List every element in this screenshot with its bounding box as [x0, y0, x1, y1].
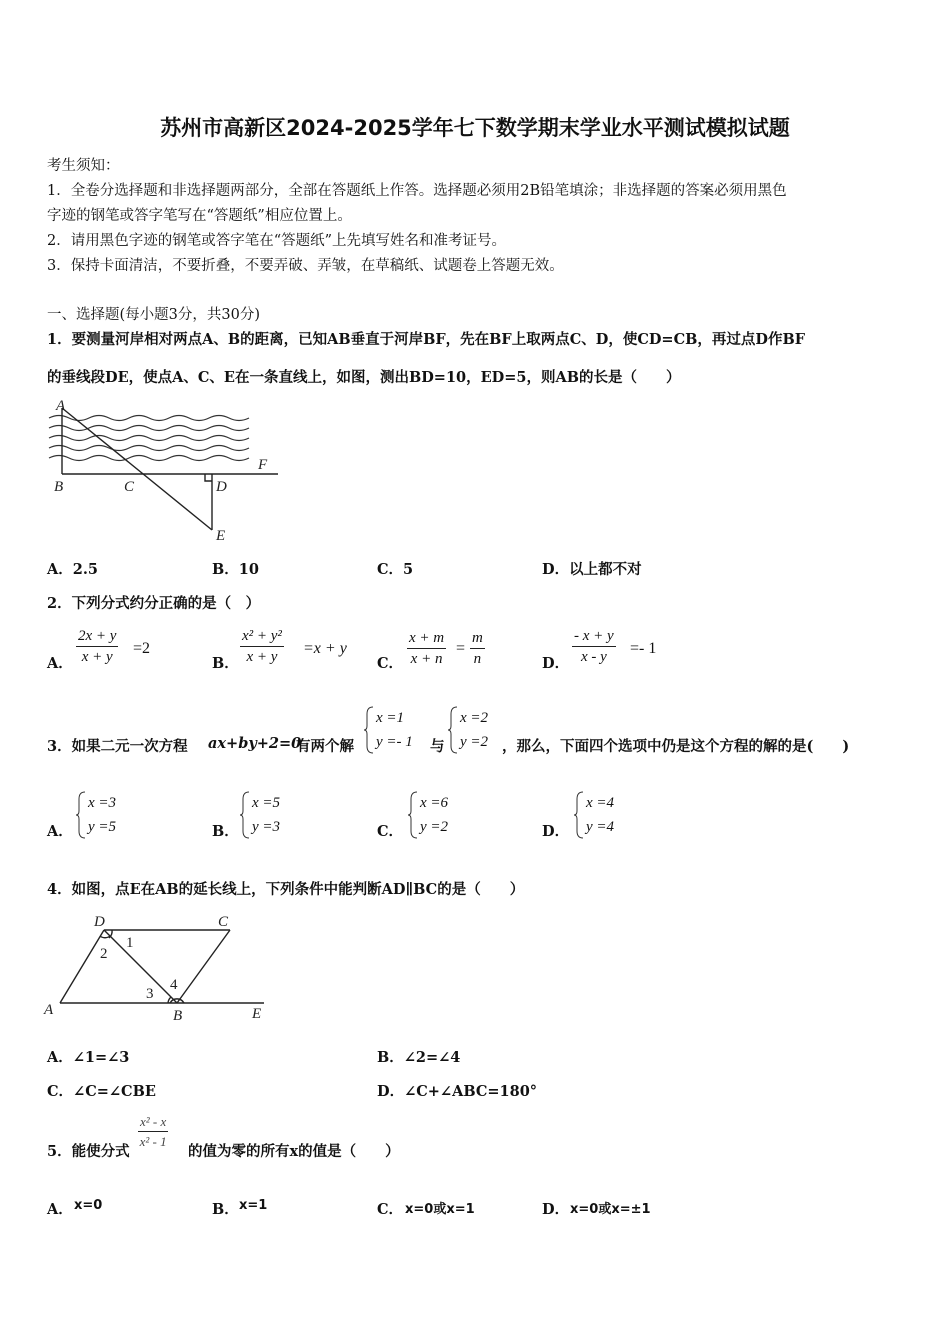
- equation-row: x =2: [460, 710, 489, 726]
- label-F: F: [258, 457, 268, 473]
- equation-row: x =5: [252, 795, 281, 811]
- q5-stem-part: 5．能使分式: [47, 1143, 130, 1160]
- label-B: B: [54, 479, 64, 495]
- q2-option-c-rhs: [470, 630, 485, 668]
- q5-option-b[interactable]: x=1: [239, 1198, 268, 1213]
- q3-option-c-letter[interactable]: C．: [377, 823, 404, 840]
- notice-item: 2．请用黑色字迹的钢笔或答字笔在“答题纸”上先填写姓名和准考证号。: [47, 233, 507, 249]
- q1-stem: 的垂线段DE，使点A、C、E在一条直线上，如图，测出BD=10，ED=5，则AB的长是（ ）: [47, 369, 681, 386]
- q3-option-a-letter[interactable]: A．: [47, 823, 73, 840]
- equation-row: y =- 1: [376, 734, 413, 750]
- label-A: A: [44, 1002, 54, 1018]
- denominator: n: [473, 651, 482, 667]
- q2-option-c-fraction[interactable]: [407, 630, 446, 668]
- numerator: x + m: [407, 630, 446, 649]
- label-D: D: [94, 914, 105, 930]
- q2-option-d-tail: =- 1: [630, 640, 657, 657]
- denominator: x + y: [246, 649, 278, 665]
- equation-row: x =1: [376, 710, 405, 726]
- q1-option-c[interactable]: C．5: [377, 561, 414, 578]
- numerator: - x + y: [572, 628, 616, 647]
- numerator: x² + y²: [240, 628, 284, 647]
- q5-option-d[interactable]: x=0或x=±1: [570, 1202, 651, 1217]
- angle-label-1: 1: [126, 935, 134, 951]
- q1-option-a[interactable]: A．2.5: [47, 561, 98, 578]
- q4-option-d[interactable]: D．∠C+∠ABC=180°: [377, 1083, 538, 1100]
- label-C: C: [124, 479, 135, 495]
- line-AE: [62, 408, 212, 530]
- q3-option-b[interactable]: [252, 791, 280, 839]
- q2-option-b-fraction[interactable]: [240, 628, 284, 666]
- q3-option-c[interactable]: [420, 791, 448, 839]
- q2-option-b-letter[interactable]: B．: [212, 655, 239, 672]
- label-C: C: [218, 914, 229, 930]
- q1-option-d[interactable]: D．以上都不对: [542, 561, 642, 578]
- numerator: x² - x: [138, 1114, 168, 1132]
- q5-stem-part: 的值为零的所有x的值是（ ）: [188, 1143, 400, 1160]
- notice-heading: 考生须知：: [47, 158, 120, 174]
- denominator: x + y: [81, 649, 113, 665]
- q1-stem: 1．要测量河岸相对两点A、B的距离，已知AB垂直于河岸BF，先在BF上取两点C、D，使CD=CB，再过点D作BF: [47, 331, 805, 348]
- q5-option-c[interactable]: x=0或x=1: [405, 1202, 475, 1217]
- denominator: x - y: [580, 649, 607, 665]
- q3-stem-part: ，那么，下面四个选项中仍是这个方程的解的是( ): [502, 738, 850, 755]
- segment-DB: [104, 930, 177, 1003]
- q3-option-d[interactable]: [586, 791, 614, 839]
- denominator: x² - 1: [139, 1134, 167, 1149]
- q5-option-b-letter[interactable]: B．: [212, 1201, 239, 1218]
- q1-figure: [44, 396, 284, 546]
- equation-row: y =3: [252, 819, 281, 835]
- q2-option-a-fraction[interactable]: [76, 628, 118, 666]
- equation-row: x =3: [88, 795, 117, 811]
- q5-fraction: [138, 1114, 168, 1150]
- page-title: 苏州市高新区2024-2025学年七下数学期末学业水平测试模拟试题: [160, 116, 790, 140]
- q2-option-d-fraction[interactable]: [572, 628, 616, 666]
- notice-item: 字迹的钢笔或答字笔写在“答题纸”相应位置上。: [47, 208, 352, 224]
- q3-option-a[interactable]: [88, 791, 116, 839]
- q2-stem: 2．下列分式约分正确的是（ ）: [47, 595, 261, 612]
- q2-option-c-tail: =: [456, 640, 466, 657]
- equation-row: y =2: [460, 734, 489, 750]
- q2-option-c-letter[interactable]: C．: [377, 655, 404, 672]
- q5-option-a-letter[interactable]: A．: [47, 1201, 73, 1218]
- q4-option-b[interactable]: B．∠2=∠4: [377, 1049, 461, 1066]
- equation-row: y =2: [420, 819, 449, 835]
- numerator: m: [470, 630, 485, 649]
- denominator: x + n: [410, 651, 443, 667]
- label-D: D: [216, 479, 227, 495]
- label-E: E: [252, 1006, 262, 1022]
- q4-option-a[interactable]: A．∠1=∠3: [47, 1049, 130, 1066]
- angle-label-3: 3: [146, 986, 154, 1002]
- label-E: E: [216, 528, 226, 544]
- q2-option-a-tail: =2: [133, 640, 151, 657]
- label-A: A: [56, 398, 66, 414]
- q3-stem-part: 3．如果二元一次方程: [47, 738, 188, 755]
- q2-option-b-tail: =x + y: [303, 640, 347, 657]
- segment-CB: [177, 930, 230, 1003]
- q2-option-d-letter[interactable]: D．: [542, 655, 570, 672]
- angle-label-4: 4: [170, 977, 178, 993]
- q3-option-d-letter[interactable]: D．: [542, 823, 570, 840]
- q3-equation: ax+by+2=0: [208, 735, 302, 752]
- q3-stem-part: 有两个解: [296, 738, 354, 755]
- segment-DA: [60, 930, 104, 1003]
- q4-option-c[interactable]: C．∠C=∠CBE: [47, 1083, 156, 1100]
- q4-stem: 4．如图，点E在AB的延长线上，下列条件中能判断AD∥BC的是（ ）: [47, 881, 525, 898]
- q5-option-a[interactable]: x=0: [74, 1198, 103, 1213]
- notice-item: 1．全卷分选择题和非选择题两部分，全部在答题纸上作答。选择题必须用2B铅笔填涂；非选择题的答案必须用黑色: [47, 183, 787, 199]
- equation-row: x =4: [586, 795, 615, 811]
- label-B: B: [173, 1008, 183, 1024]
- q3-stem-part: 与: [430, 738, 445, 755]
- q5-option-d-letter[interactable]: D．: [542, 1201, 570, 1218]
- q3-solution-1: [376, 706, 413, 754]
- equation-row: y =4: [586, 819, 615, 835]
- numerator: 2x + y: [76, 628, 118, 647]
- angle-label-2: 2: [100, 946, 108, 962]
- equation-row: y =5: [88, 819, 117, 835]
- q3-solution-2: [460, 706, 488, 754]
- section-heading: 一、选择题(每小题3分，共30分): [47, 307, 260, 323]
- notice-item: 3．保持卡面清洁，不要折叠，不要弄破、弄皱，在草稿纸、试题卷上答题无效。: [47, 258, 564, 274]
- q3-option-b-letter[interactable]: B．: [212, 823, 239, 840]
- q5-option-c-letter[interactable]: C．: [377, 1201, 404, 1218]
- equation-row: x =6: [420, 795, 449, 811]
- q2-option-a-letter[interactable]: A．: [47, 655, 73, 672]
- q4-figure: [42, 908, 272, 1028]
- q1-option-b[interactable]: B．10: [212, 561, 259, 578]
